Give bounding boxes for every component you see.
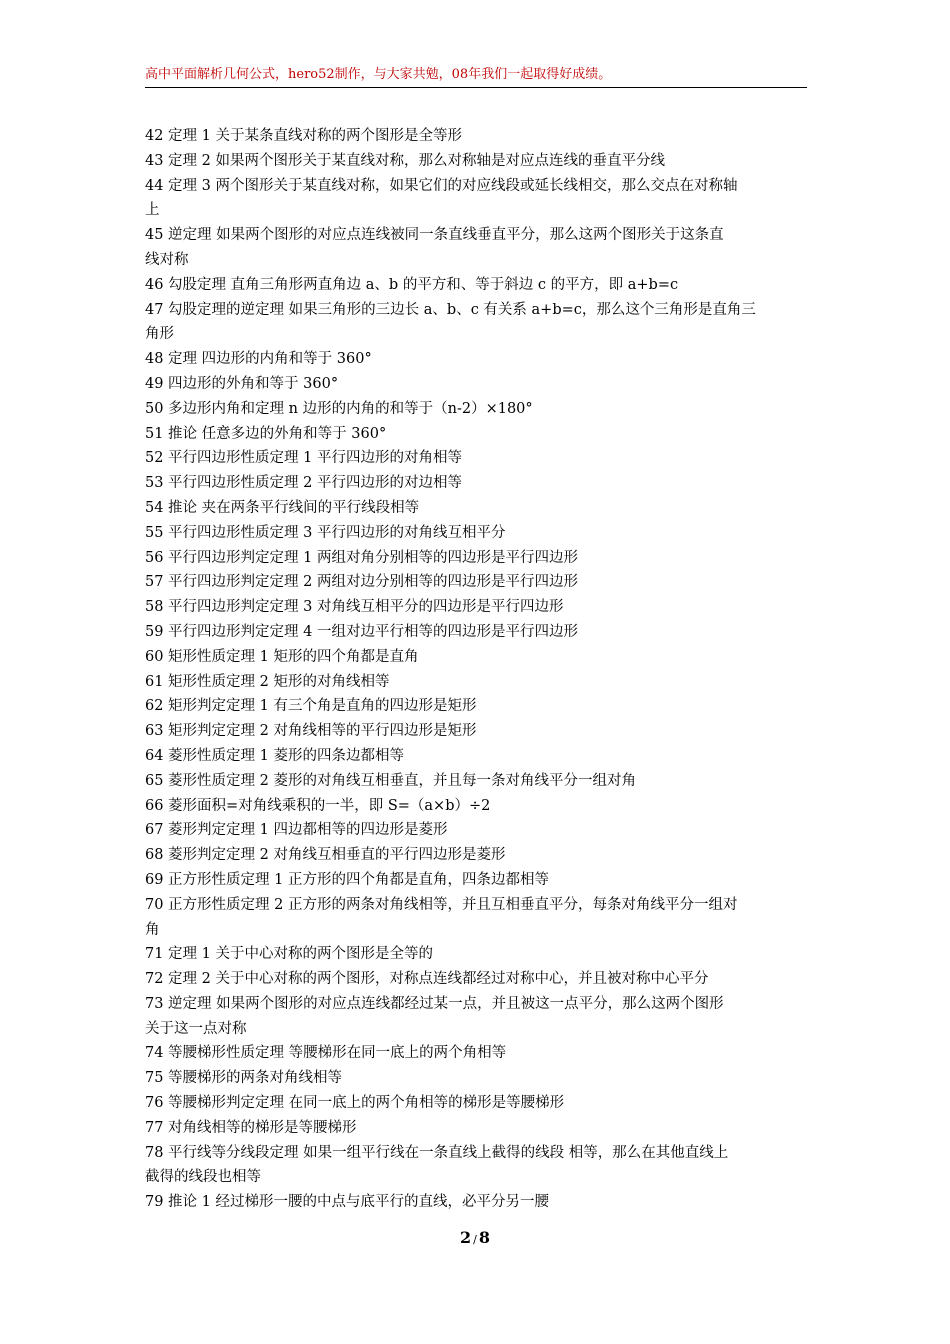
text-line: 角 bbox=[145, 921, 160, 938]
text-line: 56 平行四边形判定定理 1 两组对角分别相等的四边形是平行四边形 bbox=[145, 549, 579, 566]
text-line: 77 对角线相等的梯形是等腰梯形 bbox=[145, 1119, 357, 1136]
text-line: 60 矩形性质定理 1 矩形的四个角都是直角 bbox=[145, 648, 419, 665]
text-line: 74 等腰梯形性质定理 等腰梯形在同一底上的两个角相等 bbox=[145, 1045, 507, 1062]
text-line: 关于这一点对称 bbox=[145, 1020, 247, 1037]
text-line: 61 矩形性质定理 2 矩形的对角线相等 bbox=[145, 673, 390, 690]
text-line: 45 逆定理 如果两个图形的对应点连线被同一条直线垂直平分，那么这两个图形关于这条直 bbox=[145, 227, 724, 244]
text-line: 67 菱形判定定理 1 四边都相等的四边形是菱形 bbox=[145, 822, 448, 839]
text-line: 75 等腰梯形的两条对角线相等 bbox=[145, 1070, 343, 1087]
text-line: 58 平行四边形判定定理 3 对角线互相平分的四边形是平行四边形 bbox=[145, 599, 564, 616]
header-text: 高中平面解析几何公式，hero52制作，与大家共勉，08年我们一起取得好成绩。 bbox=[145, 67, 612, 82]
text-line: 角形 bbox=[145, 326, 174, 343]
text-line: 42 定理 1 关于某条直线对称的两个图形是全等形 bbox=[145, 128, 463, 144]
text-line: 53 平行四边形性质定理 2 平行四边形的对边相等 bbox=[145, 475, 463, 492]
text-line: 54 推论 夹在两条平行线间的平行线段相等 bbox=[145, 499, 420, 516]
text-line: 62 矩形判定定理 1 有三个角是直角的四边形是矩形 bbox=[145, 698, 477, 715]
total-page-count: 8 bbox=[478, 1228, 490, 1247]
text-line: 46 勾股定理 直角三角形两直角边 a、b 的平方和、等于斜边 c 的平方，即 a+b=c bbox=[145, 276, 679, 293]
text-line: 截得的线段也相等 bbox=[145, 1169, 261, 1186]
text-line: 43 定理 2 如果两个图形关于某直线对称，那么对称轴是对应点连线的垂直平分线 bbox=[145, 152, 666, 169]
text-line: 51 推论 任意多边的外角和等于 360° bbox=[145, 425, 387, 442]
text-line: 44 定理 3 两个图形关于某直线对称，如果它们的对应线段或延长线相交，那么交点在对称轴 bbox=[145, 177, 738, 194]
text-line: 48 定理 四边形的内角和等于 360° bbox=[145, 351, 372, 368]
text-line: 65 菱形性质定理 2 菱形的对角线互相垂直，并且每一条对角线平分一组对角 bbox=[145, 772, 637, 789]
text-line: 50 多边形内角和定理 n 边形的内角的和等于（n-2）×180° bbox=[145, 400, 533, 417]
text-line: 79 推论 1 经过梯形一腰的中点与底平行的直线，必平分另一腰 bbox=[145, 1194, 550, 1211]
text-line: 63 矩形判定定理 2 对角线相等的平行四边形是矩形 bbox=[145, 723, 477, 740]
page-header bbox=[145, 65, 807, 88]
text-line: 52 平行四边形性质定理 1 平行四边形的对角相等 bbox=[145, 450, 463, 467]
text-line: 69 正方形性质定理 1 正方形的四个角都是直角，四条边都相等 bbox=[145, 871, 550, 888]
text-line: 49 四边形的外角和等于 360° bbox=[145, 375, 339, 392]
text-line: 上 bbox=[145, 202, 160, 219]
text-line: 72 定理 2 关于中心对称的两个图形，对称点连线都经过对称中心，并且被对称中心平分 bbox=[145, 971, 709, 988]
text-line: 66 菱形面积=对角线乘积的一半，即 S=（a×b）÷2 bbox=[145, 797, 491, 814]
text-line: 71 定理 1 关于中心对称的两个图形是全等的 bbox=[145, 946, 434, 963]
text-line: 78 平行线等分线段定理 如果一组平行线在一条直线上截得的线段 相等，那么在其他直线上 bbox=[145, 1144, 729, 1161]
text-line: 73 逆定理 如果两个图形的对应点连线都经过某一点，并且被这一点平分，那么这两个图形 bbox=[145, 995, 724, 1012]
text-line: 68 菱形判定定理 2 对角线互相垂直的平行四边形是菱形 bbox=[145, 847, 506, 864]
document-body bbox=[145, 124, 807, 1215]
text-line: 76 等腰梯形判定定理 在同一底上的两个角相等的梯形是等腰梯形 bbox=[145, 1095, 565, 1112]
text-line: 55 平行四边形性质定理 3 平行四边形的对角线互相平分 bbox=[145, 524, 506, 541]
text-line: 59 平行四边形判定定理 4 一组对边平行相等的四边形是平行四边形 bbox=[145, 623, 579, 640]
page-number bbox=[0, 1228, 950, 1247]
text-line: 64 菱形性质定理 1 菱形的四条边都相等 bbox=[145, 747, 405, 764]
text-line: 70 正方形性质定理 2 正方形的两条对角线相等，并且互相垂直平分，每条对角线平分一组对 bbox=[145, 896, 738, 913]
text-line: 47 勾股定理的逆定理 如果三角形的三边长 a、b、c 有关系 a+b=c，那么这个三角形是直角三 bbox=[145, 301, 756, 318]
page-separator: / bbox=[473, 1233, 477, 1246]
text-line: 57 平行四边形判定定理 2 两组对边分别相等的四边形是平行四边形 bbox=[145, 574, 579, 591]
current-page-number: 2 bbox=[460, 1228, 472, 1247]
text-line: 线对称 bbox=[145, 251, 189, 268]
